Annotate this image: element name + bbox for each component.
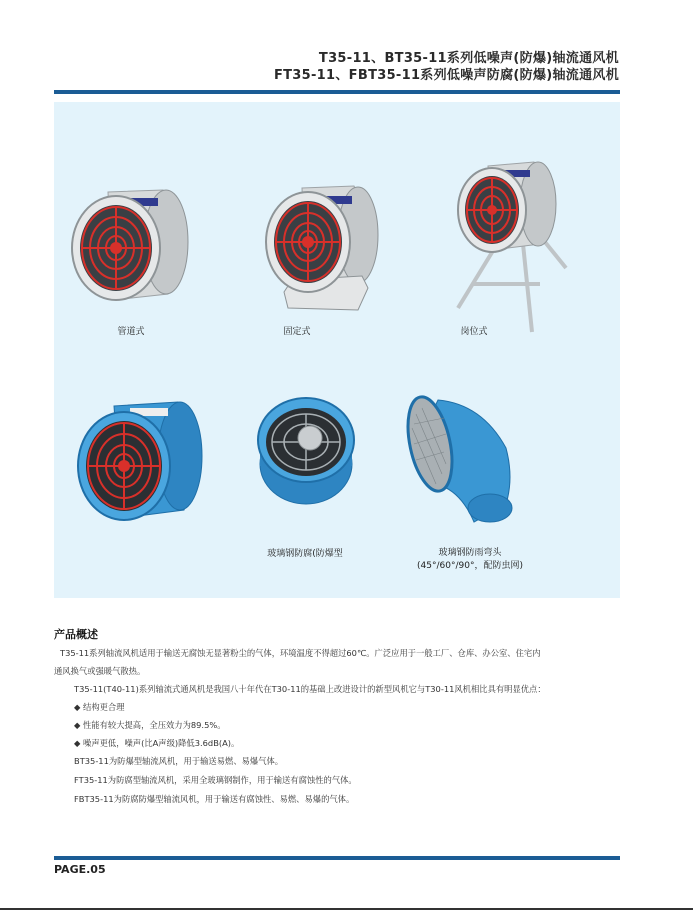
stand-fan-image bbox=[452, 156, 570, 334]
product-caption-rain-elbow: 玻璃钢防雨弯头 bbox=[438, 548, 502, 558]
fixed-fan-image bbox=[262, 180, 382, 320]
overview-line: T35-11系列轴流风机适用于输送无腐蚀无显著粉尘的气体，环境温度不得超过60℃。广泛应用于一般工厂、仓库、办公室、住宅内 bbox=[60, 648, 541, 658]
frp-explosion-proof-fan-image bbox=[254, 394, 358, 506]
header-rule bbox=[54, 90, 620, 94]
header-title-line-2: FT35-11、FBT35-11系列低噪声防腐(防爆)轴流通风机 bbox=[273, 68, 619, 83]
product-caption-rain-elbow-note: (45°/60°/90°，配防虫网) bbox=[417, 561, 523, 571]
product-caption-stand: 岗位式 bbox=[460, 327, 488, 337]
product-caption-duct: 管道式 bbox=[117, 327, 145, 337]
overview-line: T35-11(T40-11)系列轴流式通风机是我国八十年代在T30-11的基础上改进设计的新型风机它与T30-11风机相比具有明显优点： bbox=[74, 684, 546, 694]
feature-bullet: ◆ 性能有较大提高，全压效力为89.5%。 bbox=[74, 720, 226, 730]
overview-line: 通风换气或强暖气散热。 bbox=[54, 666, 146, 676]
frp-duct-fan-image bbox=[74, 394, 206, 526]
footer-rule bbox=[54, 856, 620, 860]
frp-rain-elbow-image bbox=[402, 394, 514, 526]
overview-line: BT35-11为防爆型轴流风机，用于输送易燃、易爆气体。 bbox=[74, 756, 284, 766]
overview-line: FT35-11为防腐型轴流风机，采用全玻璃钢制作，用于输送有腐蚀性的气体。 bbox=[74, 775, 357, 785]
feature-bullet: ◆ 噪声更低，噪声(比A声级)降低3.6dB(A)。 bbox=[74, 738, 240, 748]
header-title-line-1: T35-11、BT35-11系列低噪声(防爆)轴流通风机 bbox=[318, 51, 619, 66]
page-bottom-line bbox=[0, 908, 693, 910]
product-caption-fixed: 固定式 bbox=[283, 327, 311, 337]
page-header bbox=[274, 50, 619, 84]
product-caption-frp-fan: 玻璃钢防腐(防爆型 bbox=[267, 549, 343, 559]
page-number: PAGE.05 bbox=[54, 863, 106, 876]
overview-line: FBT35-11为防腐防爆型轴流风机，用于输送有腐蚀性、易燃、易爆的气体。 bbox=[74, 794, 355, 804]
section-title: 产品概述 bbox=[54, 628, 98, 641]
duct-fan-image bbox=[68, 182, 194, 314]
feature-bullet: ◆ 结构更合理 bbox=[74, 702, 125, 712]
